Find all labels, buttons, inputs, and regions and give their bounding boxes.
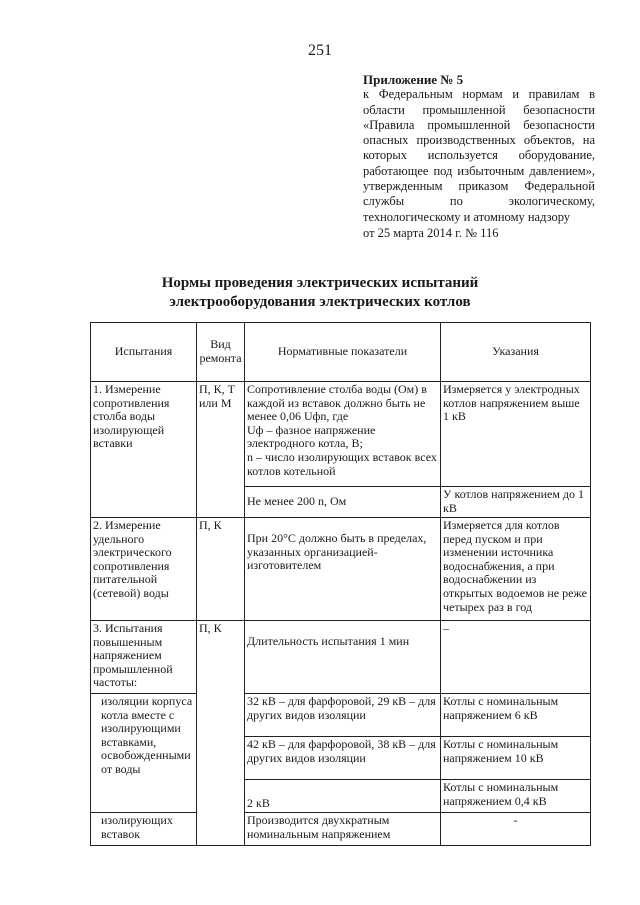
row1-test: 1. Измерение сопротивления столба воды изолирующей вставки xyxy=(91,382,197,518)
row1-note: Измеряется у электродных котлов напряжением выше 1 кВ xyxy=(441,382,591,487)
row2-test: 2. Измерение удельного электрического сопротивления питательной (сетевой) воды xyxy=(91,518,197,621)
appendix-title: Приложение № 5 xyxy=(363,72,464,87)
table-header-row xyxy=(91,323,591,382)
row1-norm-a: Сопротивление столба воды (Ом) в каждой из вставок должно быть не менее 0,06 Uфn, где xyxy=(247,382,427,424)
page-number: 251 xyxy=(308,42,332,59)
heading-line-2: электрооборудования электрических котлов xyxy=(169,294,471,310)
row3-repair: П, К xyxy=(197,621,245,846)
row3-sub1-note-c: Котлы с номинальным напряжением 0,4 кВ xyxy=(441,780,591,813)
appendix-body: к Федеральным нормам и правилам в области промышленной безопасности «Правила промышленной безопасности опасных производственных объектов, на которых используется оборудование, работающее под избыточным давлением», утвержденным приказом Федеральной службы по экологическому, технологическому и атомному надзору xyxy=(363,87,595,224)
header-tests: Испытания xyxy=(91,323,197,382)
row1-norm xyxy=(245,382,441,487)
row2-repair: П, К xyxy=(197,518,245,621)
row3-sub2-label: изолирующих вставок xyxy=(91,813,197,846)
table-row xyxy=(91,382,591,487)
row3-sub1-note-a: Котлы с номинальным напряжением 6 кВ xyxy=(441,694,591,737)
row3-norm: Длительность испытания 1 мин xyxy=(245,621,441,694)
row1-repair: П, К, Т или М xyxy=(197,382,245,518)
row3-sub2-norm: Производится двухкратным номинальным напряжением xyxy=(245,813,441,846)
row3-note: – xyxy=(441,621,591,694)
row1-note-2: У котлов напряжением до 1 кВ xyxy=(441,487,591,518)
document-heading xyxy=(0,274,640,312)
appendix-block xyxy=(363,72,595,241)
table-row xyxy=(91,694,591,737)
table-row xyxy=(91,621,591,694)
header-notes: Указания xyxy=(441,323,591,382)
row1-norm-2: Не менее 200 n, Ом xyxy=(245,487,441,518)
row3-sub2-note: - xyxy=(441,813,591,846)
row3-sub1-norm-b: 42 кВ – для фарфоровой, 38 кВ – для других видов изоляции xyxy=(245,737,441,780)
heading-line-1: Нормы проведения электрических испытаний xyxy=(161,275,479,291)
row3-sub1-norm-a: 32 кВ – для фарфоровой, 29 кВ – для других видов изоляции xyxy=(245,694,441,737)
header-norms: Нормативные показатели xyxy=(245,323,441,382)
header-repair: Вид ремонта xyxy=(197,323,245,382)
row3-sub1-note-b: Котлы с номинальным напряжением 10 кВ xyxy=(441,737,591,780)
table-row xyxy=(91,518,591,621)
norms-table xyxy=(90,322,591,846)
table-row xyxy=(91,813,591,846)
appendix-date: от 25 марта 2014 г. № 116 xyxy=(363,225,499,240)
row2-norm: При 20°С должно быть в пределах, указанных организацией-изготовителем xyxy=(245,518,441,621)
row1-norm-b: Uф – фазное напряжение электродного котла, В; xyxy=(247,422,376,451)
row3-sub1-label: изоляции корпуса котла вместе с изолирующими вставками, освобожденными от воды xyxy=(91,694,197,813)
row2-note: Измеряется для котлов перед пуском и при изменении источника водоснабжения, а при водоснабжении из открытых водоемов не реже четырех раз в год xyxy=(441,518,591,621)
row3-test: 3. Испытания повышенным напряжением промышленной частоты: xyxy=(91,621,197,694)
row3-sub1-norm-c: 2 кВ xyxy=(245,780,441,813)
row1-norm-c: n – число изолирующих вставок всех котлов котельной xyxy=(247,449,437,478)
